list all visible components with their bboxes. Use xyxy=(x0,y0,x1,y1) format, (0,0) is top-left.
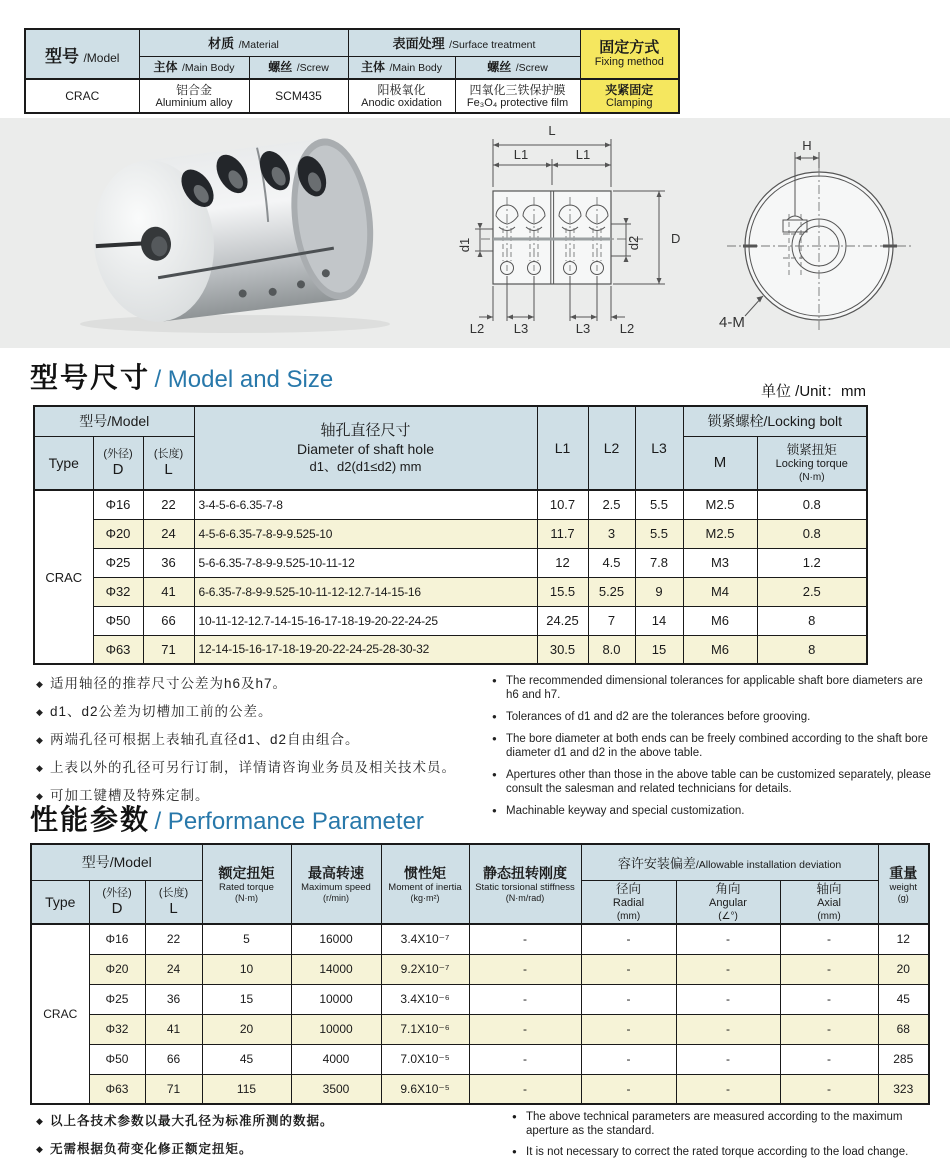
note-text: Apertures other than those in the above table can be customized separately, please consult the salesman and related technicians for details. xyxy=(506,769,931,795)
cell-m: M6 xyxy=(683,635,757,664)
perf-h-l-zh: (长度) xyxy=(158,886,189,899)
bullet-icon: ● xyxy=(492,806,497,815)
unit-label: 单位 /Unit：mm xyxy=(760,383,866,400)
perf-h-speed-unit: (r/min) xyxy=(323,892,349,903)
dim-label-L: L xyxy=(548,123,556,138)
cell-l2: 5.25 xyxy=(588,577,635,606)
cell-axial: - xyxy=(780,984,878,1014)
cell-inertia: 7.0X10⁻⁵ xyxy=(381,1044,469,1074)
perf-h-radial-zh: 径向 xyxy=(615,881,641,896)
cell-d: Φ25 xyxy=(93,548,143,577)
cell-l1: 30.5 xyxy=(537,635,588,664)
dim-label-L2-left: L2 xyxy=(469,321,485,336)
perf-h-weight-zh: 重量 xyxy=(889,864,918,881)
spec-h-fixing-en: Fixing method xyxy=(594,56,664,68)
cell-d: Φ16 xyxy=(89,924,145,954)
bullet-icon: ● xyxy=(492,676,497,685)
spec-surface-body-zh: 阳极氧化 xyxy=(377,82,426,97)
cell-inertia: 3.4X10⁻⁶ xyxy=(381,984,469,1014)
spec-h-body-en: /Main Body xyxy=(181,62,235,75)
spec-h-body2-zh: 主体 xyxy=(361,60,386,75)
size-h-shaft xyxy=(194,406,537,490)
size-table xyxy=(33,405,868,665)
spec-h-surface-zh: 表面处理 xyxy=(392,35,445,51)
cell-d: Φ20 xyxy=(89,954,145,984)
perf-h-angular-en: Angular xyxy=(709,896,747,909)
perf-title-en: / Performance Parameter xyxy=(154,808,424,835)
size-h-l-zh: (长度) xyxy=(153,447,184,460)
cell-l3: 5.5 xyxy=(635,490,683,519)
perf-h-model: 型号/Model xyxy=(31,844,202,880)
cell-weight: 285 xyxy=(878,1044,929,1074)
cell-l1: 11.7 xyxy=(537,519,588,548)
size-h-shaft-zh: 轴孔直径尺寸 xyxy=(320,421,411,439)
perf-h-dev-en: /Allowable installation deviation xyxy=(695,858,842,871)
spec-material-body-en: Aluminium alloy xyxy=(155,96,233,109)
cell-radial: - xyxy=(581,924,676,954)
spec-h-body2-en: /Main Body xyxy=(389,62,443,75)
spec-surface-screw-value xyxy=(455,79,580,113)
perf-h-stiffness xyxy=(469,844,581,924)
cell-bores: 6-6.35-7-8-9-9.525-10-11-12-12.7-14-15-16 xyxy=(194,577,537,606)
perf-h-axial-zh: 轴向 xyxy=(816,881,842,896)
size-section-title xyxy=(30,356,333,396)
cell-l: 22 xyxy=(145,924,202,954)
perf-h-axial-en: Axial xyxy=(817,896,841,909)
perf-h-l-sym: L xyxy=(169,899,178,917)
spec-surface-body-en: Anodic oxidation xyxy=(361,96,442,109)
perf-h-type: Type xyxy=(31,880,89,924)
bullet-icon: ◆ xyxy=(36,679,44,689)
cell-m: M3 xyxy=(683,548,757,577)
spec-surface-screw-zh: 四氧化三铁保护膜 xyxy=(469,82,566,97)
cell-d: Φ63 xyxy=(89,1074,145,1104)
note-item xyxy=(512,1110,932,1138)
note-text: The above technical parameters are measured according to the maximum aperture as the standard. xyxy=(526,1111,903,1137)
perf-h-dev-zh: 容许安装偏差 xyxy=(617,855,696,871)
dim-label-L3-left: L3 xyxy=(513,321,529,336)
cell-speed: 16000 xyxy=(291,924,381,954)
perf-title-zh: 性能参数 xyxy=(30,804,151,835)
cell-stiff: - xyxy=(469,924,581,954)
cell-axial: - xyxy=(780,954,878,984)
bullet-icon: ◆ xyxy=(36,1116,44,1126)
spec-h-model-zh: 型号 xyxy=(45,46,79,66)
note-text: 适用轴径的推荐尺寸公差为h6及h7。 xyxy=(50,676,288,691)
perf-h-inertia xyxy=(381,844,469,924)
cell-speed: 10000 xyxy=(291,1014,381,1044)
size-h-l-sym: L xyxy=(164,460,173,478)
cell-axial: - xyxy=(780,924,878,954)
spec-h-surface-screw xyxy=(455,56,580,79)
note-item xyxy=(512,1145,932,1159)
note-text: Tolerances of d1 and d2 are the tolerances before grooving. xyxy=(506,711,811,723)
size-h-d xyxy=(93,436,143,490)
note-item xyxy=(36,758,488,778)
cell-torque: 115 xyxy=(202,1074,291,1104)
perf-h-torque xyxy=(202,844,291,924)
cell-axial: - xyxy=(780,1014,878,1044)
table-row xyxy=(31,1074,929,1104)
cell-bores: 4-5-6-6.35-7-8-9-9.525-10 xyxy=(194,519,537,548)
note-text: 两端孔径可根据上表轴孔直径d1、d2自由组合。 xyxy=(50,732,360,747)
cell-angular: - xyxy=(676,1014,780,1044)
note-text: 以上各技术参数以最大孔径为标准所测的数据。 xyxy=(50,1114,334,1128)
bullet-icon: ● xyxy=(512,1112,517,1121)
size-h-shaft-en: Diameter of shaft hole xyxy=(297,440,434,457)
cell-weight: 20 xyxy=(878,954,929,984)
bullet-icon: ● xyxy=(492,734,497,743)
size-h-locking: 锁紧螺栓/Locking bolt xyxy=(683,406,867,436)
bullet-icon: ◆ xyxy=(36,735,44,745)
table-row xyxy=(34,606,867,635)
perf-h-weight-unit: (g) xyxy=(897,892,909,903)
note-text: It is not necessary to correct the rated torque according to the load change. xyxy=(526,1146,909,1158)
cell-d: Φ32 xyxy=(93,577,143,606)
note-text: The bore diameter at both ends can be freely combined according to the shaft bore diameter d1 and d2 in the above table. xyxy=(506,733,928,759)
cell-torque: 0.8 xyxy=(757,490,867,519)
perf-h-axial xyxy=(780,880,878,924)
cell-axial: - xyxy=(780,1044,878,1074)
spec-h-screw-zh: 螺丝 xyxy=(268,60,293,75)
size-h-d-sym: D xyxy=(112,460,124,478)
perf-h-angular-unit: (∠°) xyxy=(718,910,738,922)
perf-h-stiff-unit: (N·m/rad) xyxy=(505,892,545,903)
cell-speed: 10000 xyxy=(291,984,381,1014)
size-h-M: M xyxy=(683,436,757,490)
spec-h-material-zh: 材质 xyxy=(208,35,235,51)
size-table-body xyxy=(34,490,867,664)
perf-h-d xyxy=(89,880,145,924)
spec-table xyxy=(24,28,680,114)
perf-h-torque-zh: 额定扭矩 xyxy=(218,864,275,881)
perf-h-speed xyxy=(291,844,381,924)
perf-notes-en xyxy=(512,1110,932,1161)
cell-l: 66 xyxy=(145,1044,202,1074)
dim-label-D: D xyxy=(671,231,681,246)
perf-h-inertia-unit: (kg·m²) xyxy=(410,892,440,903)
perf-h-deviation xyxy=(581,844,878,880)
table-row xyxy=(34,490,867,519)
dim-label-H: H xyxy=(802,138,812,153)
product-photo xyxy=(35,126,435,338)
perf-h-inertia-zh: 惯性矩 xyxy=(404,864,446,881)
table-row xyxy=(34,548,867,577)
perf-h-weight-en: weight xyxy=(889,881,917,893)
spec-material-screw-value: SCM435 xyxy=(249,79,348,113)
size-h-L1: L1 xyxy=(537,406,588,490)
note-item xyxy=(492,804,932,818)
cell-l: 71 xyxy=(143,635,194,664)
spec-h-model-en: /Model xyxy=(83,50,120,65)
size-h-L3: L3 xyxy=(635,406,683,490)
note-item xyxy=(492,710,932,724)
cell-l: 24 xyxy=(143,519,194,548)
perf-h-d-zh: (外径) xyxy=(102,886,132,899)
spec-surface-body-value xyxy=(348,79,455,113)
cell-m: M2.5 xyxy=(683,490,757,519)
perf-h-radial xyxy=(581,880,676,924)
spec-fixing-value xyxy=(580,79,679,113)
perf-h-radial-en: Radial xyxy=(612,896,645,909)
cell-stiff: - xyxy=(469,1044,581,1074)
cell-l1: 24.25 xyxy=(537,606,588,635)
table-row xyxy=(31,984,929,1014)
cell-l3: 14 xyxy=(635,606,683,635)
size-notes-zh xyxy=(36,674,488,814)
cell-l: 24 xyxy=(145,954,202,984)
note-text: 上表以外的孔径可另行订制，详情请咨询业务员及相关技术员。 xyxy=(50,760,456,775)
cell-radial: - xyxy=(581,1074,676,1104)
cell-d: Φ16 xyxy=(93,490,143,519)
spec-h-screw-en: /Screw xyxy=(296,62,329,75)
perf-h-l xyxy=(145,880,202,924)
spec-h-surface-en: /Surface treatment xyxy=(449,38,536,51)
cell-d: Φ63 xyxy=(93,635,143,664)
cell-l: 22 xyxy=(143,490,194,519)
cell-angular: - xyxy=(676,984,780,1014)
size-h-L2: L2 xyxy=(588,406,635,490)
dim-label-d2: d2 xyxy=(626,235,641,251)
cell-radial: - xyxy=(581,954,676,984)
size-h-type: Type xyxy=(34,436,93,490)
cell-inertia: 9.2X10⁻⁷ xyxy=(381,954,469,984)
size-h-model: 型号/Model xyxy=(34,406,194,436)
perf-table-body xyxy=(31,924,929,1104)
bullet-icon: ◆ xyxy=(36,707,44,717)
cell-torque: 10 xyxy=(202,954,291,984)
cell-l1: 12 xyxy=(537,548,588,577)
note-item xyxy=(492,768,932,796)
note-text: The recommended dimensional tolerances for applicable shaft bore diameters are h6 and h7. xyxy=(506,675,923,701)
spec-h-surface xyxy=(348,29,580,56)
note-item xyxy=(36,1113,486,1129)
cell-d: Φ32 xyxy=(89,1014,145,1044)
cell-speed: 14000 xyxy=(291,954,381,984)
dim-label-d1: d1 xyxy=(457,237,472,253)
dim-label-L2-right: L2 xyxy=(619,321,635,336)
perf-h-weight xyxy=(878,844,929,924)
cell-d: Φ50 xyxy=(93,606,143,635)
spec-h-body-zh: 主体 xyxy=(153,60,178,75)
size-h-d-zh: (外径) xyxy=(103,447,133,460)
spec-material-body-zh: 铝合金 xyxy=(175,82,212,97)
dim-label-4M: 4-M xyxy=(719,314,745,331)
cell-weight: 12 xyxy=(878,924,929,954)
spec-h-fixing xyxy=(580,29,679,79)
cell-l: 36 xyxy=(145,984,202,1014)
perf-notes-zh xyxy=(36,1113,486,1161)
cell-inertia: 7.1X10⁻⁶ xyxy=(381,1014,469,1044)
dim-label-L3-right: L3 xyxy=(575,321,591,336)
note-item xyxy=(492,732,932,760)
bullet-icon: ◆ xyxy=(36,791,44,801)
cell-l3: 7.8 xyxy=(635,548,683,577)
size-h-torque-unit: (N·m) xyxy=(798,471,825,483)
bullet-icon: ◆ xyxy=(36,1144,44,1154)
perf-table xyxy=(30,843,930,1105)
perf-h-torque-unit: (N·m) xyxy=(235,892,258,903)
perf-h-angular-zh: 角向 xyxy=(715,881,741,896)
cell-angular: - xyxy=(676,954,780,984)
cell-l2: 8.0 xyxy=(588,635,635,664)
spec-h-material-body xyxy=(139,56,249,79)
note-item xyxy=(36,702,488,722)
size-h-l xyxy=(143,436,194,490)
size-h-shaft-range: d1、d2(d1≤d2) mm xyxy=(309,458,422,474)
table-row xyxy=(34,577,867,606)
perf-h-inertia-en: Moment of inertia xyxy=(388,881,462,893)
cell-inertia: 3.4X10⁻⁷ xyxy=(381,924,469,954)
cell-axial: - xyxy=(780,1074,878,1104)
bullet-icon: ● xyxy=(492,712,497,721)
perf-h-stiff-en: Static torsional stiffness xyxy=(475,881,575,893)
cell-weight: 68 xyxy=(878,1014,929,1044)
perf-h-stiff-zh: 静态扭转刚度 xyxy=(483,864,567,881)
perf-h-angular xyxy=(676,880,780,924)
cell-angular: - xyxy=(676,1044,780,1074)
spec-h-model xyxy=(25,29,139,79)
spec-model-value: CRAC xyxy=(25,79,139,113)
spec-h-material xyxy=(139,29,348,56)
note-item xyxy=(36,674,488,694)
dim-label-L1-right: L1 xyxy=(575,147,591,162)
cell-l3: 15 xyxy=(635,635,683,664)
cell-radial: - xyxy=(581,984,676,1014)
spec-surface-screw-en: Fe₃O₄ protective film xyxy=(466,96,569,109)
note-item xyxy=(492,674,932,702)
spec-h-material-screw xyxy=(249,56,348,79)
bullet-icon: ● xyxy=(512,1147,517,1156)
spec-h-material-en: /Material xyxy=(238,38,279,51)
cell-l1: 15.5 xyxy=(537,577,588,606)
cell-bores: 3-4-5-6-6.35-7-8 xyxy=(194,490,537,519)
size-title-zh: 型号尺寸 xyxy=(30,362,151,393)
cell-weight: 45 xyxy=(878,984,929,1014)
note-text: d1、d2公差为切槽加工前的公差。 xyxy=(50,704,273,719)
spec-h-screw2-zh: 螺丝 xyxy=(487,60,512,75)
cell-torque: 45 xyxy=(202,1044,291,1074)
bullet-icon: ● xyxy=(492,770,497,779)
cell-torque: 8 xyxy=(757,635,867,664)
cell-inertia: 9.6X10⁻⁵ xyxy=(381,1074,469,1104)
cell-stiff: - xyxy=(469,954,581,984)
cell-torque: 20 xyxy=(202,1014,291,1044)
note-text: 可加工键槽及特殊定制。 xyxy=(50,788,210,803)
cell-torque: 5 xyxy=(202,924,291,954)
cell-radial: - xyxy=(581,1044,676,1074)
bullet-icon: ◆ xyxy=(36,763,44,773)
cell-d: Φ50 xyxy=(89,1044,145,1074)
cell-torque: 15 xyxy=(202,984,291,1014)
size-title-en: / Model and Size xyxy=(154,366,334,393)
spec-fixing-zh: 夹紧固定 xyxy=(605,82,654,97)
cell-m: M4 xyxy=(683,577,757,606)
size-h-torque-zh: 锁紧扭矩 xyxy=(786,442,837,457)
cell-radial: - xyxy=(581,1014,676,1044)
cell-l: 71 xyxy=(145,1074,202,1104)
type-cell: CRAC xyxy=(34,490,93,664)
front-view-drawing xyxy=(455,121,690,343)
table-row xyxy=(31,954,929,984)
cell-stiff: - xyxy=(469,1074,581,1104)
spec-h-screw2-en: /Screw xyxy=(515,62,548,75)
cell-l3: 9 xyxy=(635,577,683,606)
size-h-torque xyxy=(757,436,867,490)
perf-h-axial-unit: (mm) xyxy=(817,910,841,922)
perf-h-radial-unit: (mm) xyxy=(616,910,641,922)
cell-m: M6 xyxy=(683,606,757,635)
note-item xyxy=(36,730,488,750)
cell-bores: 10-11-12-12.7-14-15-16-17-18-19-20-22-24-25 xyxy=(194,606,537,635)
note-item xyxy=(36,1141,486,1157)
side-view-drawing xyxy=(705,124,937,338)
table-row xyxy=(31,1014,929,1044)
cell-stiff: - xyxy=(469,984,581,1014)
cell-d: Φ20 xyxy=(93,519,143,548)
cell-l: 66 xyxy=(143,606,194,635)
cell-torque: 2.5 xyxy=(757,577,867,606)
cell-m: M2.5 xyxy=(683,519,757,548)
cell-bores: 12-14-15-16-17-18-19-20-22-24-25-28-30-32 xyxy=(194,635,537,664)
perf-section-title xyxy=(30,798,424,838)
cell-l1: 10.7 xyxy=(537,490,588,519)
perf-h-torque-en: Rated torque xyxy=(219,881,274,893)
cell-l2: 4.5 xyxy=(588,548,635,577)
cell-stiff: - xyxy=(469,1014,581,1044)
cell-l: 41 xyxy=(145,1014,202,1044)
perf-h-speed-en: Maximum speed xyxy=(301,881,371,893)
size-h-torque-en: Locking torque xyxy=(775,457,848,470)
cell-l2: 2.5 xyxy=(588,490,635,519)
cell-angular: - xyxy=(676,924,780,954)
table-row xyxy=(31,924,929,954)
cell-speed: 4000 xyxy=(291,1044,381,1074)
cell-speed: 3500 xyxy=(291,1074,381,1104)
cell-torque: 1.2 xyxy=(757,548,867,577)
table-row xyxy=(31,1044,929,1074)
spec-fixing-en: Clamping xyxy=(606,96,653,109)
cell-l2: 7 xyxy=(588,606,635,635)
note-text: 无需根据负荷变化修正额定扭矩。 xyxy=(50,1142,253,1156)
dim-label-L1-left: L1 xyxy=(513,147,529,162)
table-row xyxy=(34,635,867,664)
cell-weight: 323 xyxy=(878,1074,929,1104)
spec-h-fixing-zh: 固定方式 xyxy=(599,39,660,56)
cell-torque: 8 xyxy=(757,606,867,635)
cell-l: 41 xyxy=(143,577,194,606)
perf-h-speed-zh: 最高转速 xyxy=(308,864,364,881)
cell-d: Φ25 xyxy=(89,984,145,1014)
perf-h-d-sym: D xyxy=(111,899,123,917)
spec-material-body-value xyxy=(139,79,249,113)
type-cell: CRAC xyxy=(31,924,89,1104)
cell-l3: 5.5 xyxy=(635,519,683,548)
spec-h-surface-body xyxy=(348,56,455,79)
note-text: Machinable keyway and special customization. xyxy=(506,805,745,817)
cell-l2: 3 xyxy=(588,519,635,548)
image-band xyxy=(0,118,950,348)
cell-bores: 5-6-6.35-7-8-9-9.525-10-11-12 xyxy=(194,548,537,577)
cell-angular: - xyxy=(676,1074,780,1104)
table-row xyxy=(34,519,867,548)
cell-torque: 0.8 xyxy=(757,519,867,548)
cell-l: 36 xyxy=(143,548,194,577)
size-notes-en xyxy=(492,674,932,826)
